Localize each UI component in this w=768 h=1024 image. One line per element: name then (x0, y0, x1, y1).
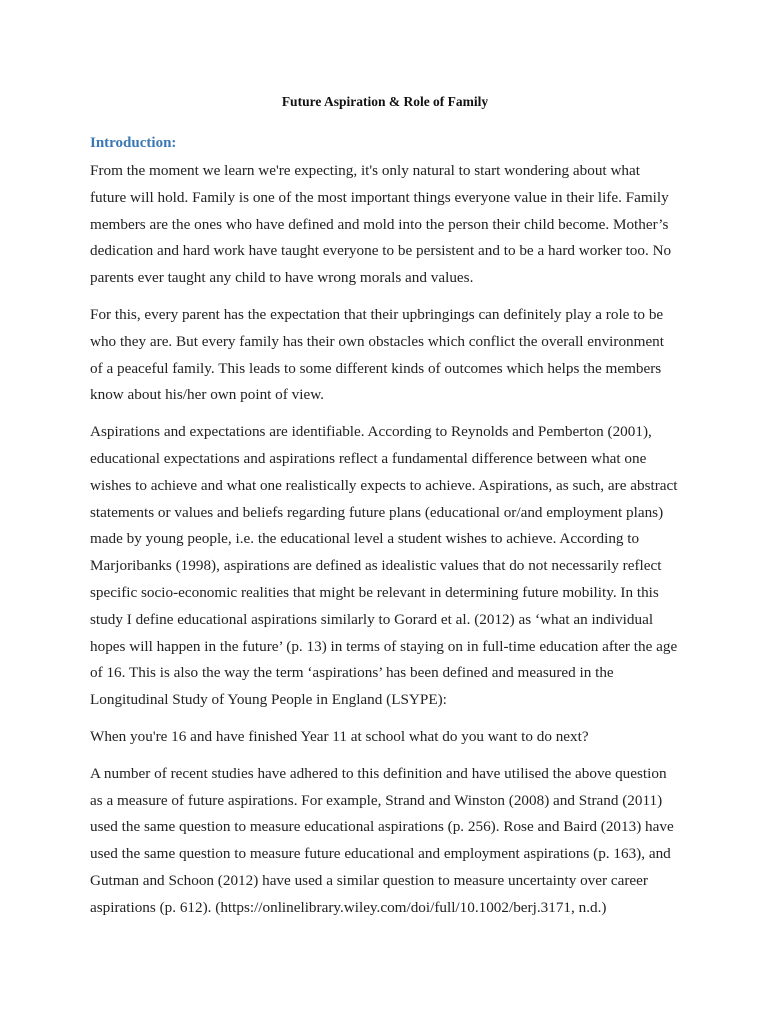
section-heading-introduction: Introduction: (90, 135, 177, 151)
paragraph-2: For this, every parent has the expectation that their upbringings can definitely play a role to be who they are. But every family has their own obstacles which conflict the overall environment of a peaceful family. This leads to some different kinds of outcomes which helps the members know about his/her own point of view. (90, 305, 664, 404)
paragraph-1: From the moment we learn we're expecting, it's only natural to start wondering about what future will hold. Family is one of the most important things everyone value in their life. Family members are the ones who have defined and mold into the person their child become. Mother’s dedication and hard work have taught everyone to be persistent and to be a hard worker too. No parents ever taught any child to have wrong morals and values. (90, 162, 672, 287)
paragraph-3: Aspirations and expectations are identifiable. According to Reynolds and Pemberton (2001), educational expectations and aspirations reflect a fundamental difference between what one wishes to achieve and what one realistically expects to achieve. Aspirations, as such, are abstract statements or values and beliefs regarding future plans (educational or/and employment plans) made by young people, i.e. the educational level a student wishes to achieve. According to Marjoribanks (1998), aspirations are defined as idealistic values that do not necessarily reflect specific socio-economic realities that might be relevant in determining future mobility. In this study I define educational aspirations similarly to Gorard et al. (2012) as ‘what an individual hopes will happen in the future’ (p. 13) in terms of staying on in full-time education after the age of 16. This is also the way the term ‘aspirations’ has been defined and measured in the Longitudinal Study of Young People in England (LSYPE): (90, 423, 678, 709)
document-title: Future Aspiration & Role of Family (281, 94, 489, 109)
document-body (90, 92, 680, 932)
paragraph-4: When you're 16 and have finished Year 11 at school what do you want to do next? (90, 727, 589, 745)
paragraph-5: A number of recent studies have adhered to this definition and have utilised the above question as a measure of future aspirations. For example, Strand and Winston (2008) and Strand (2011) used the same question to measure educational aspirations (p. 256). Rose and Baird (2013) have used the same question to measure future educational and employment aspirations (p. 163), and Gutman and Schoon (2012) have used a similar question to measure uncertainty over career aspirations (p. 612). (https://onlinelibrary.wiley.com/doi/full/10.1002/berj.3171, n.d.) (90, 764, 674, 916)
